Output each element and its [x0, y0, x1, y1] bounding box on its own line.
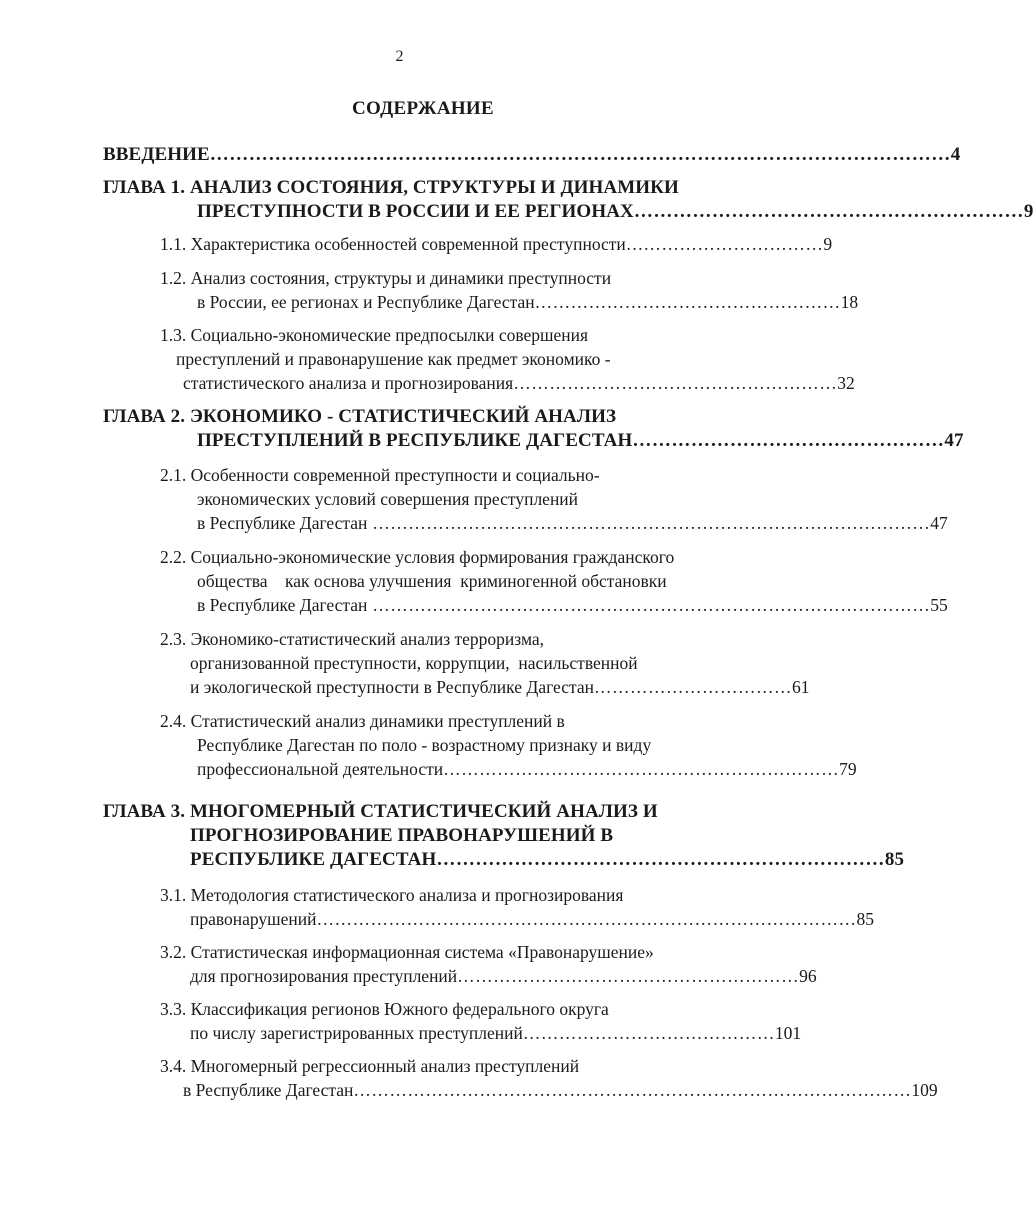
- leader-dots: …………………………………………: [632, 430, 945, 451]
- toc-entry-text: в Республике Дагестан: [197, 513, 368, 533]
- toc-section-3-1-line-1[interactable]: 3.1. Методология статистического анализа и прогнозирования: [160, 885, 624, 905]
- toc-section-2-1-line-3[interactable]: [197, 511, 948, 535]
- toc-entry-text: статистического анализа и прогнозирования: [183, 373, 514, 393]
- toc-section-2-4-line-3[interactable]: [197, 757, 857, 781]
- leader-dots: ……………………………………………: [534, 292, 841, 312]
- toc-entry-text: в Республике Дагестан: [183, 1080, 354, 1100]
- toc-section-2-1-line-1[interactable]: 2.1. Особенности современной преступности и социально-: [160, 465, 600, 485]
- toc-section-3-3-line-2[interactable]: [190, 1021, 802, 1045]
- toc-page-number: 79: [839, 759, 857, 779]
- toc-section-2-2-line-1[interactable]: 2.2. Социально-экономические условия формирования гражданского: [160, 547, 675, 567]
- toc-entry-text: ПРЕСТУПЛЕНИЙ В РЕСПУБЛИКЕ ДАГЕСТАН: [197, 430, 633, 451]
- toc-page-number: 47: [944, 430, 964, 451]
- toc-section-1-2-line-2[interactable]: [197, 290, 859, 314]
- toc-entry-text: РЕСПУБЛИКЕ ДАГЕСТАН: [190, 849, 437, 870]
- leader-dots: ……………………………………………………………………………………………………: [209, 144, 951, 165]
- toc-page-number: 96: [799, 966, 817, 986]
- toc-entry-text: ПРЕСТУПНОСТИ В РОССИИ И ЕЕ РЕГИОНАХ: [197, 201, 634, 222]
- toc-section-2-4-line-1[interactable]: 2.4. Статистический анализ динамики преступлений в: [160, 711, 565, 731]
- toc-section-2-2-line-3[interactable]: [197, 593, 948, 617]
- leader-dots: …………………………………………………………………………………: [353, 1080, 912, 1100]
- leader-dots: …………………………………………………………………………………: [367, 595, 931, 615]
- toc-page-number: 101: [774, 1023, 802, 1043]
- toc-chapter-3-line-3[interactable]: [190, 848, 905, 872]
- toc-section-3-3-line-1[interactable]: 3.3. Классификация регионов Южного федерального округа: [160, 999, 609, 1019]
- leader-dots: ………………………………………………: [513, 373, 838, 393]
- toc-entry-text: в России, ее регионах и Республике Дагестан: [197, 292, 535, 312]
- toc-entry-text: и экологической преступности в Республике Дагестан: [190, 677, 594, 697]
- toc-section-3-4-line-2[interactable]: [183, 1078, 938, 1102]
- page-number: 2: [395, 48, 404, 65]
- leader-dots: ……………………………………………………………: [436, 849, 885, 870]
- toc-page-number: 85: [856, 909, 875, 929]
- toc-entry-text: по числу зарегистрированных преступлений: [190, 1023, 523, 1043]
- toc-section-2-3-line-2[interactable]: организованной преступности, коррупции, насильственной: [190, 653, 638, 673]
- toc-section-1-3-line-3[interactable]: [183, 371, 855, 395]
- toc-entry-text: ВВЕДЕНИЕ: [103, 144, 210, 165]
- toc-section-2-1-line-2[interactable]: экономических условий совершения преступлений: [197, 489, 579, 509]
- toc-section-2-3-line-1[interactable]: 2.3. Экономико-статистический анализ терроризма,: [160, 629, 545, 649]
- toc-section-2-2-line-2[interactable]: общества как основа улучшения криминогенной обстановки: [197, 571, 667, 591]
- toc-page-number: 4: [950, 144, 961, 165]
- leader-dots: …………………………………………………………………………………: [367, 513, 931, 533]
- toc-entry-text: правонарушений: [190, 909, 317, 929]
- leader-dots: ……………………………………………………: [633, 201, 1024, 222]
- toc-title: СОДЕРЖАНИЕ: [352, 98, 494, 119]
- toc-section-1-3-line-2[interactable]: преступлений и правонарушение как предмет экономико -: [176, 349, 611, 369]
- leader-dots: ……………………………………: [522, 1023, 775, 1043]
- toc-page-number: 9: [823, 234, 833, 254]
- toc-section-2-3-line-3[interactable]: [190, 675, 810, 699]
- toc-chapter-3-line-2[interactable]: ПРОГНОЗИРОВАНИЕ ПРАВОНАРУШЕНИЙ В: [190, 825, 614, 846]
- toc-page-number: 85: [884, 849, 905, 870]
- leader-dots: …………………………………………………………: [443, 759, 840, 779]
- toc-entry-text: для прогнозирования преступлений: [190, 966, 458, 986]
- leader-dots: …………………………………………………: [457, 966, 800, 986]
- toc-page-number: 18: [840, 292, 859, 312]
- toc-page-number: 32: [837, 373, 855, 393]
- leader-dots: ………………………………………………………………………………: [316, 909, 857, 929]
- toc-page-number: 61: [792, 677, 810, 697]
- toc-entry-introduction[interactable]: [103, 143, 961, 167]
- toc-section-3-1-line-2[interactable]: [190, 907, 875, 931]
- leader-dots: ……………………………: [594, 677, 792, 697]
- toc-chapter-1-line-1[interactable]: ГЛАВА 1. АНАЛИЗ СОСТОЯНИЯ, СТРУКТУРЫ И ДИНАМИКИ: [103, 177, 679, 198]
- toc-chapter-3-line-1[interactable]: ГЛАВА 3. МНОГОМЕРНЫЙ СТАТИСТИЧЕСКИЙ АНАЛИЗ И: [103, 801, 658, 822]
- toc-chapter-1-line-2[interactable]: [197, 200, 1033, 224]
- toc-section-1-3-line-1[interactable]: 1.3. Социально-экономические предпосылки совершения: [160, 325, 589, 345]
- toc-section-3-4-line-1[interactable]: 3.4. Многомерный регрессионный анализ преступлений: [160, 1056, 580, 1076]
- toc-entry-text: 1.1. Характеристика особенностей современной преступности…: [160, 234, 644, 254]
- toc-chapter-2-line-1[interactable]: ГЛАВА 2. ЭКОНОМИКО - СТАТИСТИЧЕСКИЙ АНАЛИЗ: [103, 406, 617, 427]
- toc-chapter-2-line-2[interactable]: [197, 429, 964, 453]
- toc-page-number: 55: [930, 595, 948, 615]
- toc-section-3-2-line-1[interactable]: 3.2. Статистическая информационная система «Правонарушение»: [160, 942, 654, 962]
- toc-section-1-2-line-1[interactable]: 1.2. Анализ состояния, структуры и динамики преступности: [160, 268, 612, 288]
- toc-section-1-1[interactable]: [160, 232, 833, 256]
- toc-entry-text: профессиональной деятельности: [197, 759, 444, 779]
- toc-page-number: 9: [1023, 201, 1033, 222]
- leader-dots: …………………………: [643, 234, 824, 254]
- toc-entry-text: в Республике Дагестан: [197, 595, 368, 615]
- toc-section-3-2-line-2[interactable]: [190, 964, 817, 988]
- toc-section-2-4-line-2[interactable]: Республике Дагестан по поло - возрастному признаку и виду: [197, 735, 652, 755]
- toc-page-number: 47: [930, 513, 948, 533]
- toc-page-number: 109: [911, 1080, 938, 1100]
